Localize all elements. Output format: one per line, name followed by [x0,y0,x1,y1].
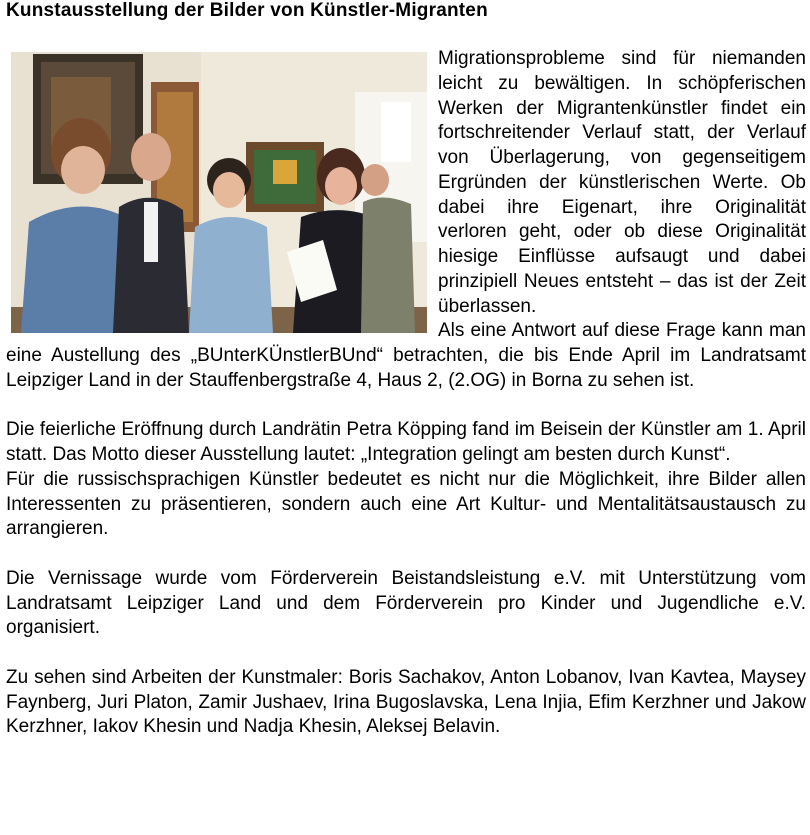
exhibition-photo [11,52,427,333]
article-body [6,47,806,740]
paragraph-3: Die feierliche Eröffnung durch Landrätin Petra Köpping fand im Beisein der Künstler am 1. April statt. Das Motto dieser Ausstellung lautet: „Integration gelingt am besten durch Kunst“. [6,419,806,465]
paragraph-4: Für die russischsprachigen Künstler bedeutet es nicht nur die Möglichkeit, ihre Bilder allen Interessenten zu präsentieren, sondern auch eine Art Kultur- und Mentalitätsaustausch zu arrangieren. [6,468,806,540]
paragraph-1: Migrationsprobleme sind für niemanden leicht zu bewältigen. In schöpferischen Werken der Migrantenkünstler findet ein fortschreitender Verlauf statt, der Verlauf von Überlagerung, von gegenseitigem Ergründen der künstlerischen Werte. Ob dabei ihre Eigenart, ihre Originalität verloren geht, oder ob diese Originalität hiesige Einflüsse aufsaugt und dabei prinzipiell Neues entsteht – das ist der Zeit überlassen. [438,48,806,317]
article-title: Kunstausstellung der Bilder von Künstler-Migranten [6,0,488,21]
paragraph-2: Als eine Antwort auf diese Frage kann man eine Austellung des „BUnterKÜnstlerBUnd“ betrachten, die bis Ende April im Landratsamt Leipziger Land in der Stauffenbergstraße 4, Haus 2, (2.OG) in Borna zu sehen ist. [6,320,806,391]
paragraph-5: Die Vernissage wurde vom Förderverein Beistandsleistung e.V. mit Unterstützung vom Landratsamt Leipziger Land und dem Förderverein pro Kinder und Jugendliche e.V. organisiert. [6,567,806,639]
paragraph-6: Zu sehen sind Arbeiten der Kunstmaler: Boris Sachakov, Anton Lobanov, Ivan Kavtea, Maysey Faynberg, Juri Platon, Zamir Jushaev, Irina Bugoslavska, Lena Injia, Efim Kerzhner und Jakow Kerzhner, Iakov Khesin und Nadja Khesin, Aleksej Belavin. [6,666,806,738]
